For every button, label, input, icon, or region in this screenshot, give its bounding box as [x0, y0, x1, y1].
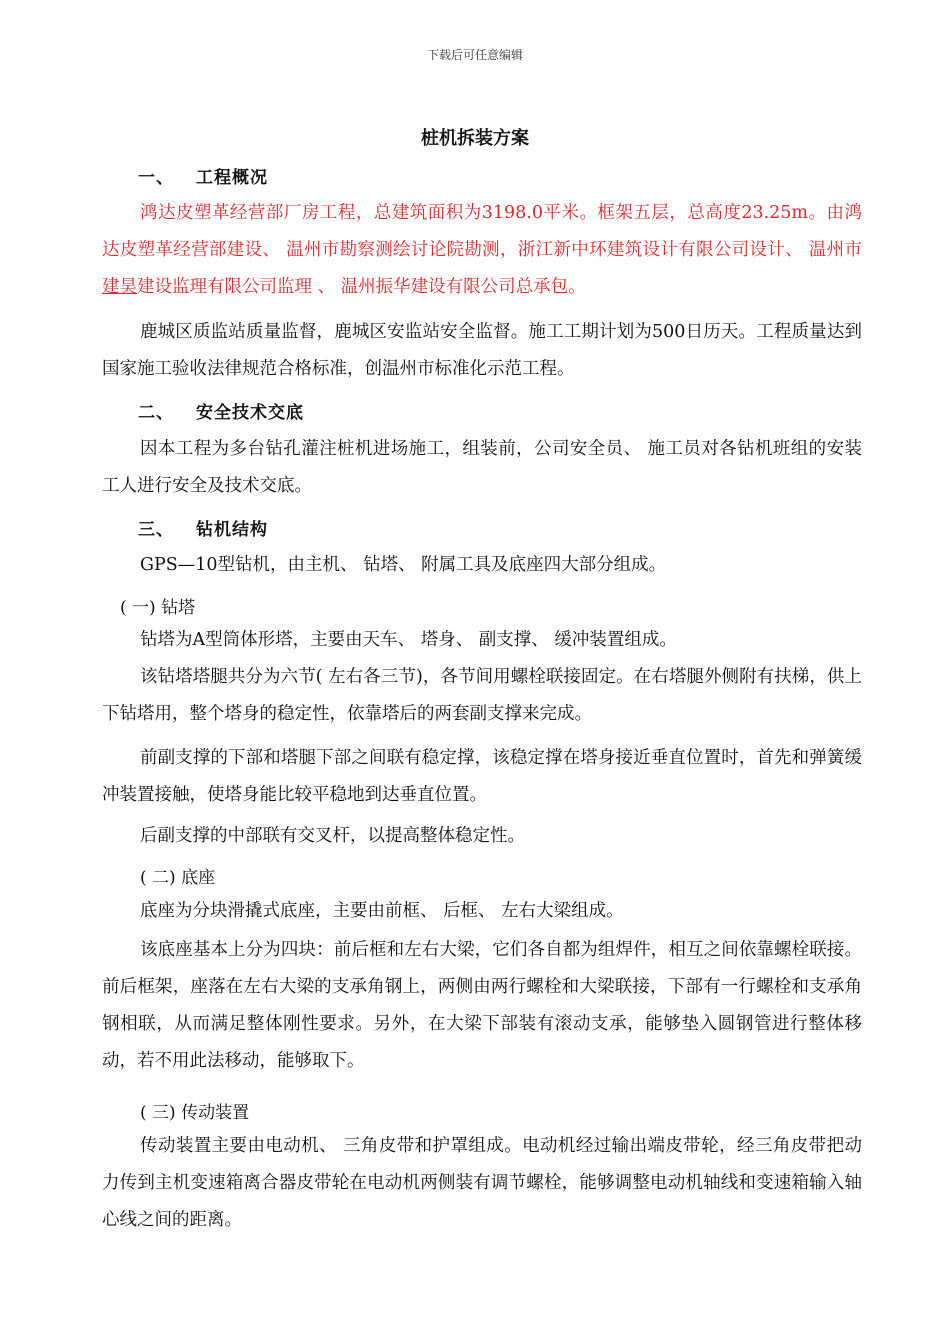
section-number: 二、: [138, 403, 174, 423]
paragraph-safety-briefing: 因本工程为多台钻孔灌注桩机进场施工，组装前，公司安全员、 施工员对各钻机班组的安装工人进行安全及技术交底。: [102, 439, 862, 496]
paragraph-tower-type: 钻塔为A型筒体形塔，主要由天车、 塔身、 副支撑、 缓冲装置组成。: [140, 630, 677, 650]
header-note: 下载后可任意编辑: [426, 48, 523, 62]
section-label: 钻机结构: [196, 520, 268, 540]
paragraph-front-support: 前副支撑的下部和塔腿下部之间联有稳定撑，该稳定撑在塔身接近垂直位置时，首先和弹簧缓冲装置接触，使塔身能比较平稳地到达垂直位置。: [102, 748, 862, 805]
paragraph-text: 建设监理有限公司监理 、 温州振华建设有限公司总承包。: [137, 277, 586, 297]
paragraph-rear-support: 后副支撑的中部联有交叉杆，以提高整体稳定性。: [140, 826, 525, 846]
document-title: 桩机拆装方案: [421, 128, 529, 149]
paragraph-tower-legs: 该钻塔塔腿共分为六节( 左右各三节)，各节间用螺栓联接固定。在右塔腿外侧附有扶梯，供上下钻塔用，整个塔身的稳定性，依靠塔后的两套副支撑来完成。: [102, 667, 862, 724]
paragraph-base-type: 底座为分块滑撬式底座，主要由前框、 后框、 左右大梁组成。: [140, 901, 624, 921]
section-label: 工程概况: [196, 168, 268, 188]
section-number: 一、: [138, 168, 174, 188]
subsection-heading-3: ( 三) 传动装置: [140, 1103, 250, 1123]
paragraph-rig-composition: GPS—10型钻机，由主机、 钻塔、 附属工具及底座四大部分组成。: [140, 555, 667, 575]
section-label: 安全技术交底: [196, 403, 304, 423]
section-heading-3: [138, 515, 268, 540]
underlined-text: 建昊: [102, 277, 137, 297]
section-heading-2: [138, 398, 304, 423]
section-heading-1: [138, 163, 268, 188]
paragraph-project-overview: [102, 195, 862, 306]
section-number: 三、: [138, 520, 174, 540]
paragraph-supervision: 鹿城区质监站质量监督，鹿城区安监站安全监督。施工工期计划为500日历天。工程质量达到国家施工验收法律规范合格标准，创温州市标准化示范工程。: [102, 322, 862, 379]
subsection-heading-1: ( 一) 钻塔: [120, 598, 196, 618]
paragraph-text: 鸿达皮塑革经营部厂房工程，总建筑面积为3198.0平米。框架五层，总高度23.25m。由鸿达皮塑革经营部建设、 温州市勘察测绘讨论院勘测，浙江新中环建筑设计有限公司设计、 温州市: [102, 203, 862, 260]
paragraph-base-structure: 该底座基本上分为四块：前后框和左右大梁，它们各自都为组焊件，相互之间依靠螺栓联接。前后框架，座落在左右大梁的支承角钢上，两侧由两行螺栓和大梁联接，下部有一行螺栓和支承角钢相联，从而满足整体刚性要求。另外，在大梁下部装有滚动支承，能够垫入圆钢管进行整体移动，若不用此法移动，能够取下。: [102, 940, 862, 1071]
subsection-heading-2: ( 二) 底座: [140, 868, 216, 888]
paragraph-transmission: 传动装置主要由电动机、 三角皮带和护罩组成。电动机经过输出端皮带轮，经三角皮带把动力传到主机变速箱离合器皮带轮在电动机两侧装有调节螺栓，能够调整电动机轴线和变速箱输入轴心线之间的距离。: [102, 1136, 862, 1230]
